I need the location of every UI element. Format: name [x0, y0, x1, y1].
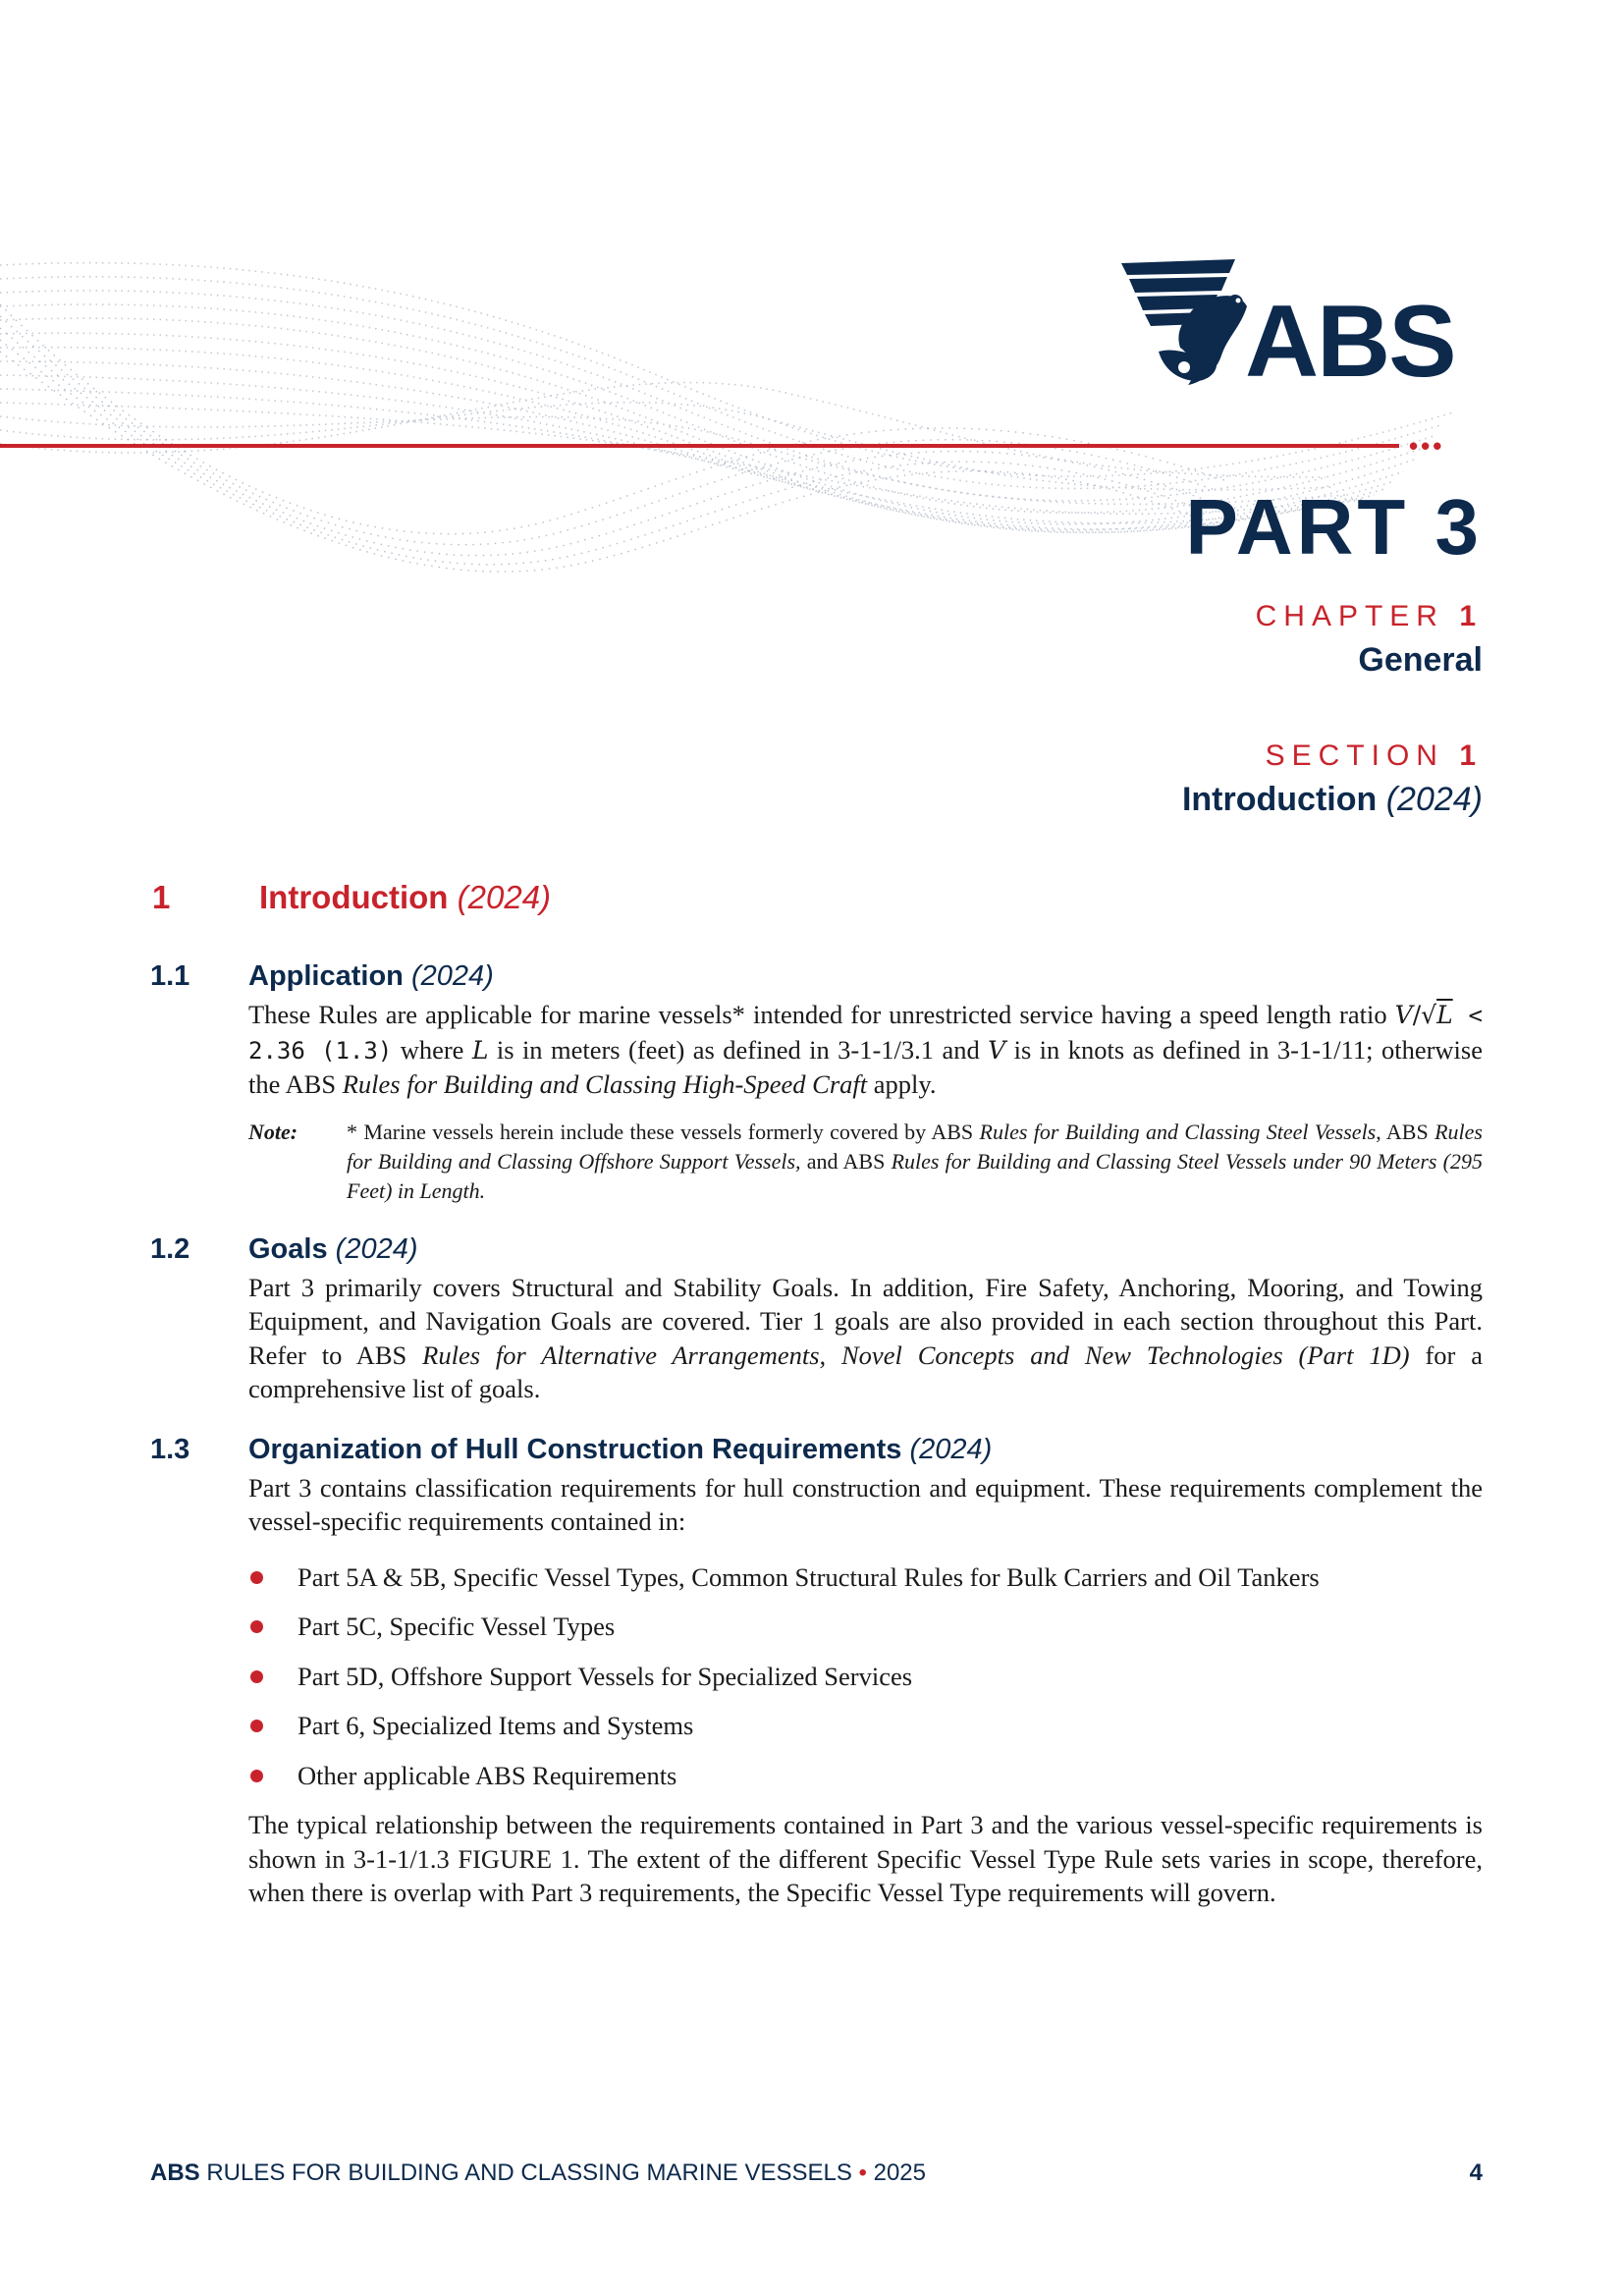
- heading-1-3-number: 1.3: [150, 1433, 190, 1465]
- heading-1-1-year: (2024): [410, 960, 494, 992]
- section-number: 1: [1459, 739, 1483, 772]
- main-content: [150, 864, 1483, 1910]
- section-word: SECTION: [1265, 739, 1444, 772]
- formula-limit: < 2.36 (1.3): [248, 1002, 1484, 1065]
- section-title-year: (2024): [1385, 781, 1483, 818]
- part-title: PART 3: [1185, 483, 1483, 571]
- application-note: [248, 1118, 1483, 1206]
- logo-wordmark: ABS: [1245, 285, 1455, 399]
- note-text-d: Rules for Building and Classing Offshore Support Vessels,: [347, 1119, 1483, 1174]
- footer-bullet: •: [858, 2159, 867, 2186]
- goals-text-c: for a comprehensive list of goals.: [248, 1339, 1483, 1403]
- page-footer: [150, 2159, 1483, 2188]
- note-label: Note:: [248, 1119, 298, 1144]
- organization-intro: Part 3 contains classification requirements for hull construction and equipment. These requirements complement the vessel-specific requirements contained in:: [248, 1472, 1483, 1536]
- section-title: [1182, 780, 1483, 819]
- list-item-text: Other applicable ABS Requirements: [298, 1760, 677, 1790]
- heading-1-year: (2024): [457, 879, 552, 915]
- list-item-text: Part 5D, Offshore Support Vessels for Specialized Services: [298, 1661, 913, 1691]
- heading-1-1-number: 1.1: [150, 960, 190, 992]
- list-item: [248, 1759, 1483, 1792]
- section-label: [1266, 738, 1483, 774]
- symbol-l: L: [471, 1035, 489, 1065]
- chapter-label: [1256, 599, 1483, 634]
- heading-1-number: 1: [152, 879, 171, 915]
- footer-title: RULES FOR BUILDING AND CLASSING MARINE VESSELS: [199, 2159, 859, 2186]
- heading-1-1-title: Application: [248, 960, 404, 992]
- alternative-arrangements-rules-title: Rules for Alternative Arrangements, Novel Concepts and New Technologies (Part 1D): [422, 1339, 1410, 1370]
- page-number: 4: [1469, 2159, 1483, 2186]
- list-item: [248, 1610, 1483, 1643]
- requirements-list: [248, 1560, 1483, 1792]
- heading-1-3-year: (2024): [909, 1433, 993, 1465]
- heading-1-2-title: Goals: [248, 1232, 328, 1265]
- header-red-rule: [0, 444, 1399, 448]
- goals-text-a: Part 3 primarily covers Structural and Stability Goals. In addition, Fire Safety, Anchoring, Mooring, and Towing Equipment, and Navigation Goals are covered. Tier 1 goals are also provided in each section throughout this Part. Refer to ABS: [248, 1272, 1483, 1370]
- application-text-f: apply.: [867, 1069, 937, 1099]
- chapter-word: CHAPTER: [1255, 600, 1444, 632]
- heading-1-title: Introduction: [259, 879, 449, 915]
- list-item-text: Part 5C, Specific Vessel Types: [298, 1612, 616, 1641]
- chapter-title: General: [1358, 641, 1483, 679]
- heading-1-2-year: (2024): [335, 1232, 418, 1265]
- section-title-text: Introduction: [1181, 781, 1378, 818]
- heading-1-1: [150, 955, 1483, 998]
- bullet-dot-icon: [250, 1670, 263, 1683]
- note-text-f: Rules for Building and Classing Steel Vessels under 90 Meters (295 Feet) in Length.: [347, 1148, 1484, 1203]
- note-text-a: * Marine vessels herein include these vessels formerly covered by ABS: [347, 1119, 980, 1144]
- list-item-text: Part 6, Specialized Items and Systems: [298, 1711, 694, 1740]
- list-item-text: Part 5A & 5B, Specific Vessel Types, Common Structural Rules for Bulk Carriers and Oil Tankers: [298, 1561, 1320, 1592]
- heading-1-3: [150, 1428, 1483, 1471]
- application-text-c: is in meters (feet) as defined in 3-1-1/3.1 and: [488, 1034, 989, 1065]
- application-text-d: is in knots as defined in 3-1-1/11; otherwise the ABS: [248, 1034, 1483, 1099]
- organization-outro: The typical relationship between the requirements contained in Part 3 and the various vessel-specific requirements is shown in 3-1-1/1.3 FIGURE 1. The extent of the different Specific Vessel Type Rule sets varies in scope, therefore, when there is overlap with Part 3 requirements, the Specific Vessel Type requirements will govern.: [248, 1810, 1483, 1907]
- heading-1: [150, 874, 1483, 933]
- chapter-number: 1: [1459, 600, 1483, 632]
- application-text-b: where: [392, 1034, 472, 1065]
- bullet-dot-icon: [250, 1770, 263, 1782]
- application-text-a: These Rules are applicable for marine vessels* intended for unrestricted service having a speed length ratio: [248, 1000, 1387, 1029]
- list-item: [248, 1709, 1483, 1742]
- goals-paragraph: [248, 1271, 1483, 1406]
- note-text-b: Rules for Building and Classing Steel Vessels: [979, 1119, 1377, 1144]
- formula-slash-root: /√: [1412, 1001, 1437, 1029]
- application-paragraph: [248, 998, 1483, 1102]
- bullet-dot-icon: [250, 1571, 263, 1584]
- heading-1-2-number: 1.2: [150, 1232, 190, 1265]
- note-body: [347, 1118, 1483, 1206]
- formula-v: V: [1394, 1001, 1413, 1029]
- heading-1-3-title: Organization of Hull Construction Requirements: [248, 1433, 902, 1465]
- formula-l: L: [1436, 1001, 1453, 1029]
- bullet-dot-icon: [250, 1720, 263, 1732]
- note-text-c: , ABS: [1376, 1119, 1435, 1144]
- bullet-dot-icon: [250, 1620, 263, 1633]
- header-rule-dots: •••: [1409, 431, 1445, 461]
- list-item: [248, 1660, 1483, 1693]
- footer-year: 2025: [866, 2159, 926, 2186]
- high-speed-craft-rules-title: Rules for Building and Classing High-Speed Craft: [342, 1069, 868, 1099]
- heading-1-2: [150, 1228, 1483, 1271]
- footer-brand: ABS: [150, 2159, 200, 2186]
- list-item: [248, 1560, 1483, 1594]
- symbol-v: V: [988, 1035, 1006, 1065]
- note-text-e: and ABS: [800, 1148, 892, 1174]
